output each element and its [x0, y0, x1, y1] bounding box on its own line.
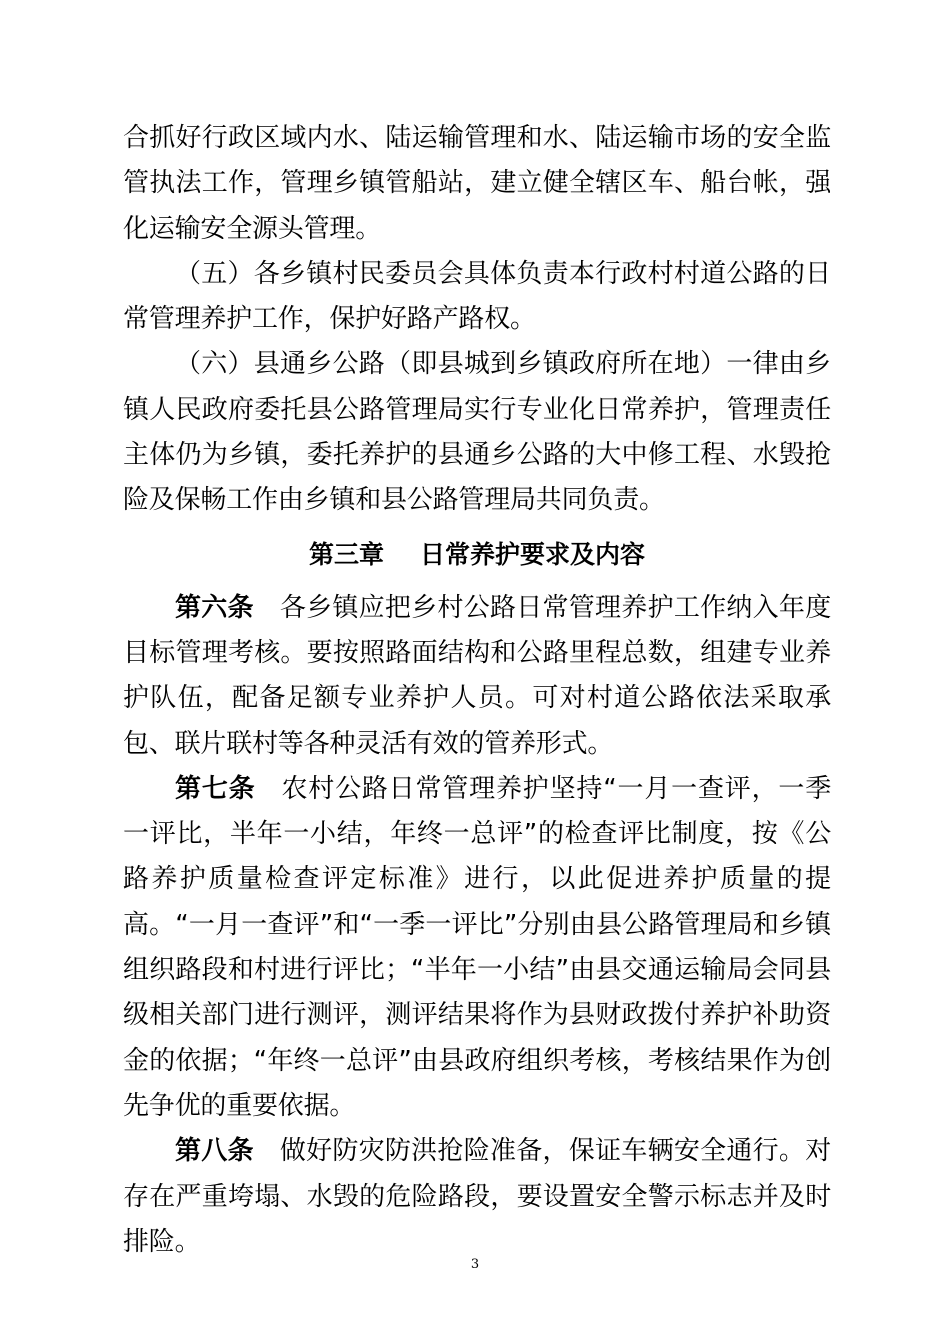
article-6-label: 第六条: [175, 592, 254, 623]
article-6: [123, 586, 831, 767]
article-6-text: 各乡镇应把乡村公路日常管理养护工作纳入年度目标管理考核。要按照路面结构和公路里程总数，组建专业养护队伍，配备足额专业养护人员。可对村道公路依法采取承包、联片联村等各种灵活有效的管养形式。: [123, 592, 831, 759]
article-8: [123, 1129, 831, 1265]
page-number: 3: [470, 1257, 480, 1272]
chapter-title: 日常养护要求及内容: [420, 539, 646, 569]
article-7-text: 农村公路日常管理养护坚持“一月一查评，一季一评比，半年一小结，年终一总评”的检查评比制度，按《公路养护质量检查评定标准》进行，以此促进养护质量的提高。“一月一查评”和“一季一评比”分别由县公路管理局和乡镇组织路段和村进行评比；“半年一小结”由县交通运输局会同县级相关部门进行测评，测评结果将作为县财政拨付养护补助资金的依据；“年终一总评”由县政府组织考核，考核结果作为创先争优的重要依据。: [123, 773, 831, 1121]
article-7: [123, 767, 831, 1129]
paragraph-item-5: （五）各乡镇村民委员会具体负责本行政村村道公路的日常管理养护工作，保护好路产路权。: [123, 258, 831, 335]
chapter-heading: [123, 524, 831, 586]
article-8-label: 第八条: [175, 1136, 254, 1167]
paragraph-continued: 合抓好行政区域内水、陆运输管理和水、陆运输市场的安全监管执法工作，管理乡镇管船站，建立健全辖区车、船台帐，强化运输安全源头管理。: [123, 123, 831, 244]
document-body: [123, 116, 831, 1265]
article-8-text: 做好防灾防洪抢险准备，保证车辆安全通行。对存在严重垮塌、水毁的危险路段，要设置安全警示标志并及时排险。: [123, 1136, 831, 1257]
article-7-label: 第七条: [175, 773, 256, 804]
paragraph-item-6: （六）县通乡公路（即县城到乡镇政府所在地）一律由乡镇人民政府委托县公路管理局实行专业化日常养护，管理责任主体仍为乡镇，委托养护的县通乡公路的大中修工程、水毁抢险及保畅工作由乡镇和县公路管理局共同负责。: [123, 349, 831, 516]
chapter-number: 第三章: [308, 539, 384, 569]
